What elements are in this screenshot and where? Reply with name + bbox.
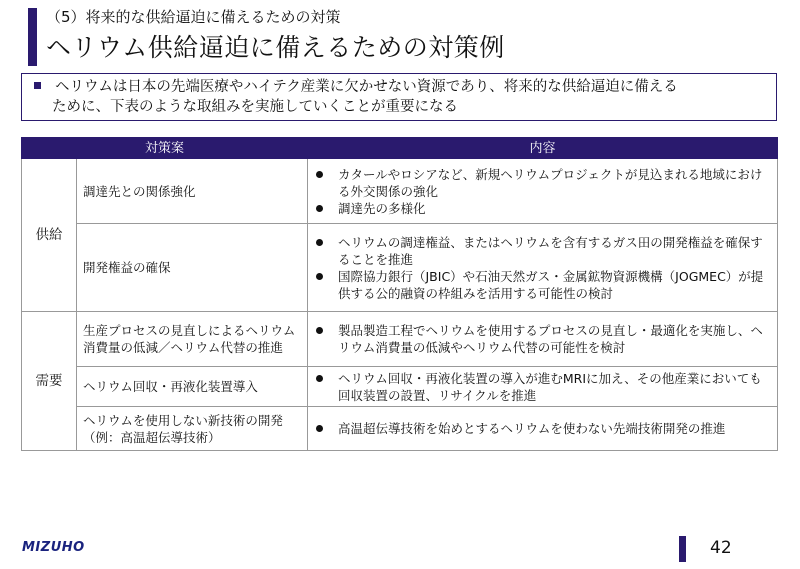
page-title: ヘリウム供給逼迫に備えるための対策例 — [46, 33, 505, 62]
measure-cell: 開発権益の確保 — [77, 224, 308, 312]
list-item: ヘリウム回収・再液化装置の導入が進むMRIに加え、その他産業においても回収装置の設置、リサイクルを推進 — [314, 370, 771, 404]
bullet-icon — [316, 375, 323, 382]
bullet-icon — [316, 239, 323, 246]
list-item: カタールやロシアなど、新規ヘリウムプロジェクトが見込まれる地域における外交関係の強化 — [314, 166, 771, 200]
bullet-icon — [316, 425, 323, 432]
list-item: 製品製造工程でヘリウムを使用するプロセスの見直し・最適化を実施し、ヘリウム消費量の低減やヘリウム代替の可能性を検討 — [314, 322, 771, 356]
table-row — [22, 159, 778, 224]
content-cell — [308, 159, 778, 224]
summary-line-1: ヘリウムは日本の先端医療やハイテク産業に欠かせない資源であり、将来的な供給逼迫に備える — [55, 79, 678, 95]
page-number: 42 — [710, 538, 732, 558]
header-content: 内容 — [308, 138, 778, 159]
list-item: ヘリウムの調達権益、またはヘリウムを含有するガス田の開発権益を確保することを推進 — [314, 234, 771, 268]
measure-cell: 生産プロセスの見直しによるヘリウム消費量の低減／ヘリウム代替の推進 — [77, 312, 308, 367]
bullet-icon — [316, 327, 323, 334]
list-item: 国際協力銀行（JBIC）や石油天然ガス・金属鉱物資源機構（JOGMEC）が提供する公的融資の枠組みを活用する可能性の検討 — [314, 268, 771, 302]
bullet-icon — [316, 205, 323, 212]
page-accent-bar — [679, 536, 686, 562]
content-cell — [308, 312, 778, 367]
summary-line-2: ために、下表のような取組みを実施していくことが重要になる — [52, 99, 458, 115]
measures-table — [21, 137, 778, 451]
list-item: 高温超伝導技術を始めとするヘリウムを使わない先端技術開発の推進 — [314, 420, 771, 437]
measure-cell: ヘリウム回収・再液化装置導入 — [77, 367, 308, 407]
table-row — [22, 312, 778, 367]
content-cell — [308, 224, 778, 312]
table-row — [22, 224, 778, 312]
bullet-icon — [316, 273, 323, 280]
content-cell — [308, 407, 778, 451]
section-subtitle: （5）将来的な供給逼迫に備えるための対策 — [46, 8, 341, 26]
table-row — [22, 407, 778, 451]
list-item: 調達先の多様化 — [314, 200, 771, 217]
table-row — [22, 367, 778, 407]
category-demand: 需要 — [22, 312, 77, 451]
header-measure: 対策案 — [22, 138, 308, 159]
bullet-icon — [316, 171, 323, 178]
company-logo: MIZUHO — [22, 540, 85, 555]
summary-box — [21, 73, 777, 121]
measure-cell: ヘリウムを使用しない新技術の開発（例：高温超伝導技術） — [77, 407, 308, 451]
table-header-row — [22, 138, 778, 159]
category-supply: 供給 — [22, 159, 77, 312]
title-accent-bar — [28, 8, 37, 66]
square-bullet-icon — [34, 82, 41, 89]
content-cell — [308, 367, 778, 407]
measure-cell: 調達先との関係強化 — [77, 159, 308, 224]
